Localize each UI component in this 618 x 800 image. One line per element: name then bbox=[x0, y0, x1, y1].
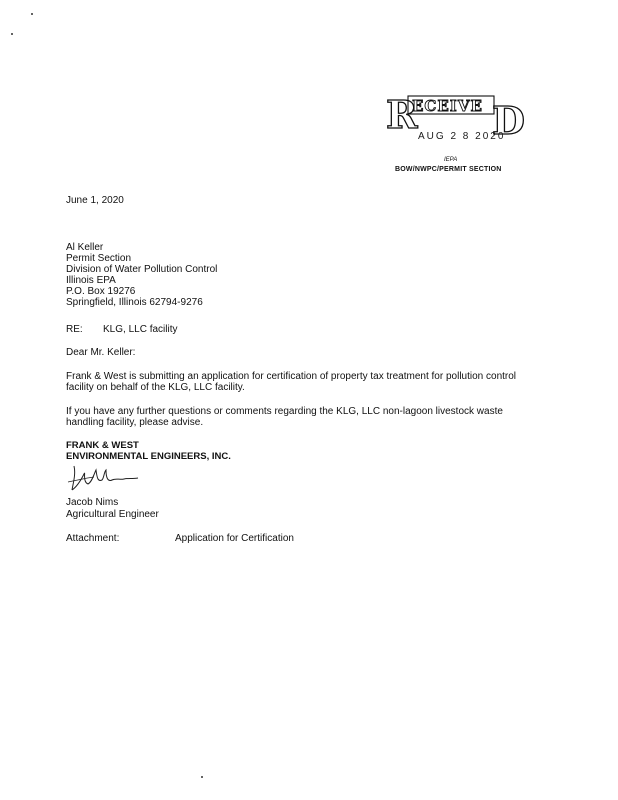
body-paragraph-2: If you have any further questions or comments regarding the KLG, LLC non-lagoon livestock waste handling facility, please advise. bbox=[66, 406, 503, 428]
handwritten-signature bbox=[64, 460, 144, 496]
signer-title: Agricultural Engineer bbox=[66, 509, 159, 520]
address-line: P.O. Box 19276 bbox=[66, 286, 136, 297]
stamp-section: BOW/NWPC/PERMIT SECTION bbox=[395, 166, 502, 173]
address-line: Division of Water Pollution Control bbox=[66, 264, 218, 275]
address-line: Al Keller bbox=[66, 242, 104, 253]
svg-text:ECEIVE: ECEIVE bbox=[412, 97, 483, 115]
signer-name: Jacob Nims bbox=[66, 497, 119, 508]
salutation: Dear Mr. Keller: bbox=[66, 347, 136, 358]
scan-speck bbox=[201, 776, 203, 778]
attachment-label: Attachment: bbox=[66, 533, 120, 544]
stamp-date: AUG 2 8 2020 bbox=[418, 131, 506, 142]
re-label: RE: bbox=[66, 324, 83, 335]
address-line: Springfield, Illinois 62794-9276 bbox=[66, 297, 203, 308]
svg-text:R: R bbox=[386, 92, 418, 137]
letter-date: June 1, 2020 bbox=[66, 195, 124, 206]
recipient-address bbox=[66, 242, 217, 308]
stamp-agency: IEPA bbox=[444, 157, 458, 163]
attachment-value: Application for Certification bbox=[175, 533, 294, 544]
re-subject: KLG, LLC facility bbox=[103, 324, 178, 335]
body-paragraph-1: Frank & West is submitting an application for certification of property tax treatment for pollution control facility on behalf of the KLG, LLC facility. bbox=[66, 371, 517, 393]
svg-text:D: D bbox=[492, 98, 525, 143]
address-line: Permit Section bbox=[66, 253, 132, 264]
firm-subtitle: ENVIRONMENTAL ENGINEERS, INC. bbox=[66, 451, 231, 462]
scan-speck bbox=[31, 13, 33, 15]
firm-name: FRANK & WEST bbox=[66, 440, 139, 451]
address-line: Illinois EPA bbox=[66, 275, 116, 286]
scan-speck bbox=[11, 33, 13, 35]
